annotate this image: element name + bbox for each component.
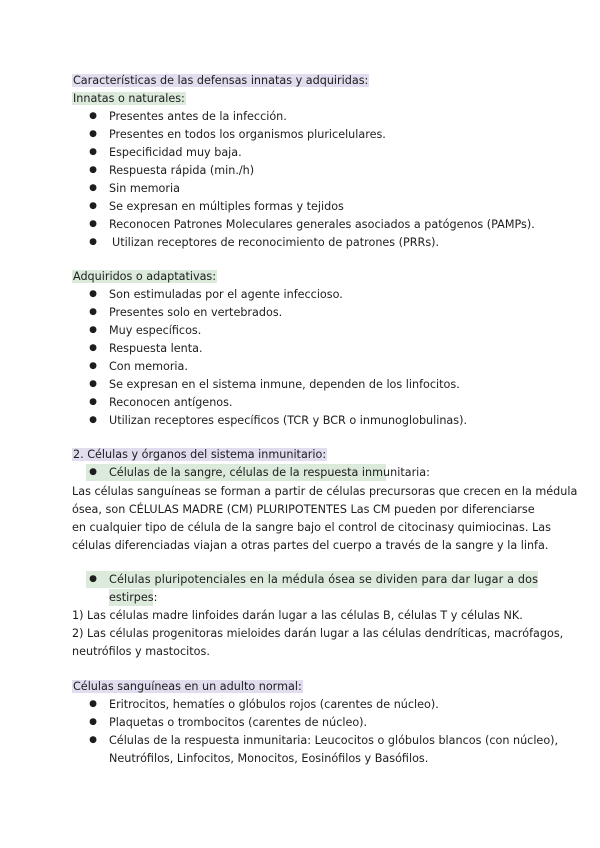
- list-item: Con memoria.: [109, 360, 188, 373]
- bullet-icon: ●: [89, 717, 97, 727]
- bullet-icon: ●: [89, 111, 97, 121]
- section3-heading-text: Células sanguíneas en un adulto normal:: [73, 680, 302, 693]
- bullet-icon: ●: [89, 574, 97, 584]
- lineage-item-2-cont: neutrófilos y mastocitos.: [72, 645, 210, 658]
- list-item: Plaquetas o trombocitos (carentes de núcleo).: [109, 716, 368, 729]
- section-title-text: Características de las defensas innatas y adquiridas:: [73, 74, 369, 87]
- list-item: Muy específicos.: [109, 324, 202, 337]
- bullet-icon: ●: [89, 129, 97, 139]
- list-item: Presentes en todos los organismos pluricelulares.: [109, 128, 386, 141]
- list-item: Especificidad muy baja.: [109, 146, 242, 159]
- paragraph-line: células diferenciadas viajan a otras partes del cuerpo a través de la sangre y la linfa.: [72, 539, 549, 552]
- bullet-icon: ●: [89, 237, 97, 247]
- bullet-icon: ●: [89, 183, 97, 193]
- list-item: Reconocen antígenos.: [109, 396, 233, 409]
- acquired-heading: [72, 268, 217, 285]
- lineage-item-1: 1) Las células madre linfoides darán lugar a las células B, células T y células NK.: [72, 609, 523, 622]
- pluripotent-line: Células pluripotenciales en la médula ósea se dividen para dar lugar a dos: [109, 573, 539, 586]
- list-item: Eritrocitos, hematíes o glóbulos rojos (carentes de núcleo).: [109, 698, 439, 711]
- list-item: Son estimuladas por el agente infeccioso.: [109, 288, 343, 301]
- lineage-item-2: 2) Las células progenitoras mieloides darán lugar a las células dendríticas, macrófagos,: [72, 627, 564, 640]
- pluripotent-line-cont: estirpes:: [109, 591, 158, 604]
- list-item: Respuesta lenta.: [109, 342, 203, 355]
- paragraph-line: Las células sanguíneas se forman a partir de células precursoras que crecen en la médula: [72, 485, 578, 498]
- paragraph-line: ósea, son CÉLULAS MADRE (CM) PLURIPOTENTES Las CM pueden por diferenciarse: [72, 503, 535, 516]
- bullet-icon: ●: [89, 343, 97, 353]
- bullet-icon: ●: [89, 289, 97, 299]
- list-item: Se expresan en el sistema inmune, dependen de los linfocitos.: [109, 378, 460, 391]
- acquired-heading-text: Adquiridos o adaptativas:: [73, 270, 217, 283]
- list-item: Se expresan en múltiples formas y tejidos: [109, 200, 344, 213]
- subheading-blood-cells: Células de la sangre, células de la respuesta inmunitaria:: [109, 466, 430, 479]
- innate-heading-text: Innatas o naturales:: [73, 92, 185, 105]
- bullet-icon: ●: [89, 165, 97, 175]
- section2-title-text: 2. Células y órganos del sistema inmunitario:: [73, 448, 327, 461]
- bullet-icon: ●: [89, 307, 97, 317]
- innate-heading: [72, 90, 186, 107]
- section-title: [72, 72, 369, 89]
- bullet-icon: ●: [89, 361, 97, 371]
- section3-heading: [72, 678, 303, 695]
- bullet-icon: ●: [89, 325, 97, 335]
- bullet-icon: ●: [89, 699, 97, 709]
- list-item: Células de la respuesta inmunitaria: Leucocitos o glóbulos blancos (con núcleo),: [109, 734, 559, 747]
- list-item: Presentes antes de la infección.: [109, 110, 287, 123]
- section2-title: [72, 446, 327, 463]
- paragraph-line: en cualquier tipo de célula de la sangre bajo el control de citocinasy quimiocinas. Las: [72, 521, 551, 534]
- list-item: Presentes solo en vertebrados.: [109, 306, 283, 319]
- bullet-icon: ●: [89, 467, 97, 477]
- list-item: Utilizan receptores de reconocimiento de patrones (PRRs).: [112, 236, 440, 249]
- list-item: Sin memoria: [109, 182, 180, 195]
- list-item: Reconocen Patrones Moleculares generales asociados a patógenos (PAMPs).: [109, 218, 535, 231]
- list-item-cont: Neutrófilos, Linfocitos, Monocitos, Eosinófilos y Basófilos.: [109, 752, 429, 765]
- bullet-icon: ●: [89, 397, 97, 407]
- bullet-icon: ●: [89, 219, 97, 229]
- bullet-icon: ●: [89, 147, 97, 157]
- list-item: Utilizan receptores específicos (TCR y BCR o inmunoglobulinas).: [109, 414, 468, 427]
- bullet-icon: ●: [89, 201, 97, 211]
- bullet-icon: ●: [89, 415, 97, 425]
- bullet-icon: ●: [89, 735, 97, 745]
- list-item: Respuesta rápida (min./h): [109, 164, 255, 177]
- bullet-icon: ●: [89, 379, 97, 389]
